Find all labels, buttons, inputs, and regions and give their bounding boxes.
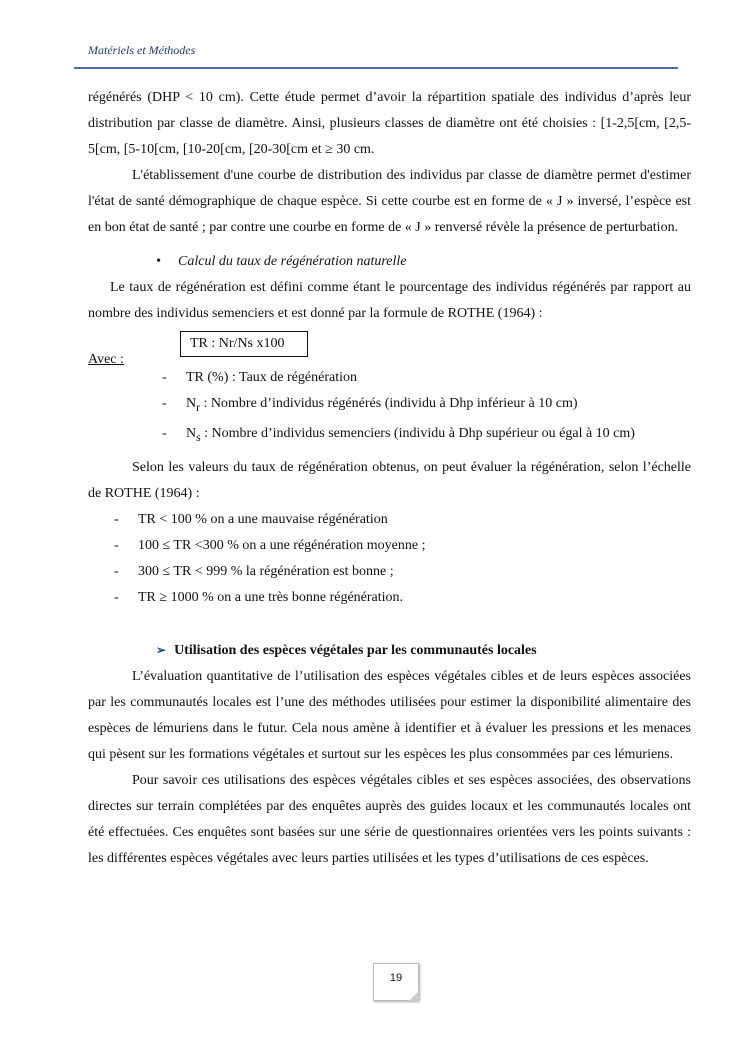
- page-number-box: [373, 963, 419, 1001]
- header-divider: [74, 67, 678, 69]
- arrow-bullet-icon: ➢: [156, 642, 167, 657]
- paragraph-quantitative-evaluation: L’évaluation quantitative de l’utilisation des espèces végétales cibles et de leurs espèces associées par les communautés locales est l’une des méthodes utilisées pour estimer la disponibilité alimentaire des espèces de lémuriens dans le futur. Cela nous amène à identifier et à évaluer les pressions et les menaces qui pèsent sur les formations végétales et surtout sur les espèces les plus consommées par ces lémuriens.: [88, 668, 691, 762]
- running-header: Matériels et Méthodes: [88, 43, 196, 57]
- formula-box: TR : Nr/Ns x100: [180, 331, 308, 357]
- page-number: 19: [389, 972, 403, 984]
- paragraph-distribution-curve: L'établissement d'une courbe de distribution des individus par classe de diamètre permet d'estimer l'état de santé démographique de chaque espèce. Si cette courbe est en forme de « J » inversé, l’espèce est en bon état de santé ; par contre une courbe en forme de « J » renversé révèle la présence de perturbation.: [88, 168, 691, 235]
- page-body: [88, 85, 691, 872]
- list-item: - $N_r$ : Nombre d’individus régénérés (individu à Dhp inférieur à 10 cm): [162, 396, 578, 414]
- list-item: - TR ≥ 1000 % on a une très bonne régénération.: [114, 589, 404, 605]
- paragraph-regeneration-definition: Le taux de régénération est défini comme étant le pourcentage des individus régénérés par rapport au nombre des individus semenciers et est donné par la formule de ROTHE (1964) :: [88, 280, 691, 321]
- bullet-regeneration-heading: [88, 249, 691, 275]
- page-fold-icon: [409, 991, 419, 1001]
- paragraph-field-surveys: Pour savoir ces utilisations des espèces végétales cibles et ses espèces associées, des observations directes sur terrain complétées par des enquêtes auprès des guides locaux et les communautés locales ont été effectuées. Ces enquêtes sont basées sur une série de questionnaires orientées vers les points suivants : les différentes espèces végétales avec leurs parties utilisées et les types d’utilisations de ces espèces.: [88, 772, 691, 866]
- section-heading-text: Utilisation des espèces végétales par les communautés locales: [174, 642, 537, 658]
- rothe-scale-list: [88, 507, 691, 611]
- avec-label: Avec :: [88, 352, 124, 367]
- list-item: - 300 ≤ TR < 999 % la régénération est bonne ;: [114, 563, 394, 579]
- list-item: - 100 ≤ TR <300 % on a une régénération moyenne ;: [114, 537, 426, 553]
- list-item: - TR < 100 % on a une mauvaise régénération: [114, 511, 388, 527]
- paragraph-diameter-classes: régénérés (DHP < 10 cm). Cette étude permet d’avoir la répartition spatiale des individus d’après leur distribution par classe de diamètre. Ainsi, plusieurs classes de diamètre ont été choisies : [1-2,5[cm, [2,5-5[cm, [5-10[cm, [10-20[cm, [20-30[cm et ≥ 30 cm.: [88, 90, 691, 157]
- section-heading: [88, 637, 691, 664]
- paragraph-rothe-scale-intro: Selon les valeurs du taux de régénération obtenus, on peut évaluer la régénération, selon l’échelle de ROTHE (1964) :: [88, 459, 691, 501]
- bullet-dot-icon: •: [156, 254, 161, 269]
- formula-row: [88, 329, 691, 367]
- list-item: - $N_s$ : Nombre d’individus semenciers (individu à Dhp supérieur ou égal à 10 cm): [162, 425, 635, 444]
- list-item: - TR (%) : Taux de régénération: [162, 370, 357, 385]
- definitions-list: [88, 365, 691, 451]
- bullet-heading-text: Calcul du taux de régénération naturelle: [178, 254, 407, 269]
